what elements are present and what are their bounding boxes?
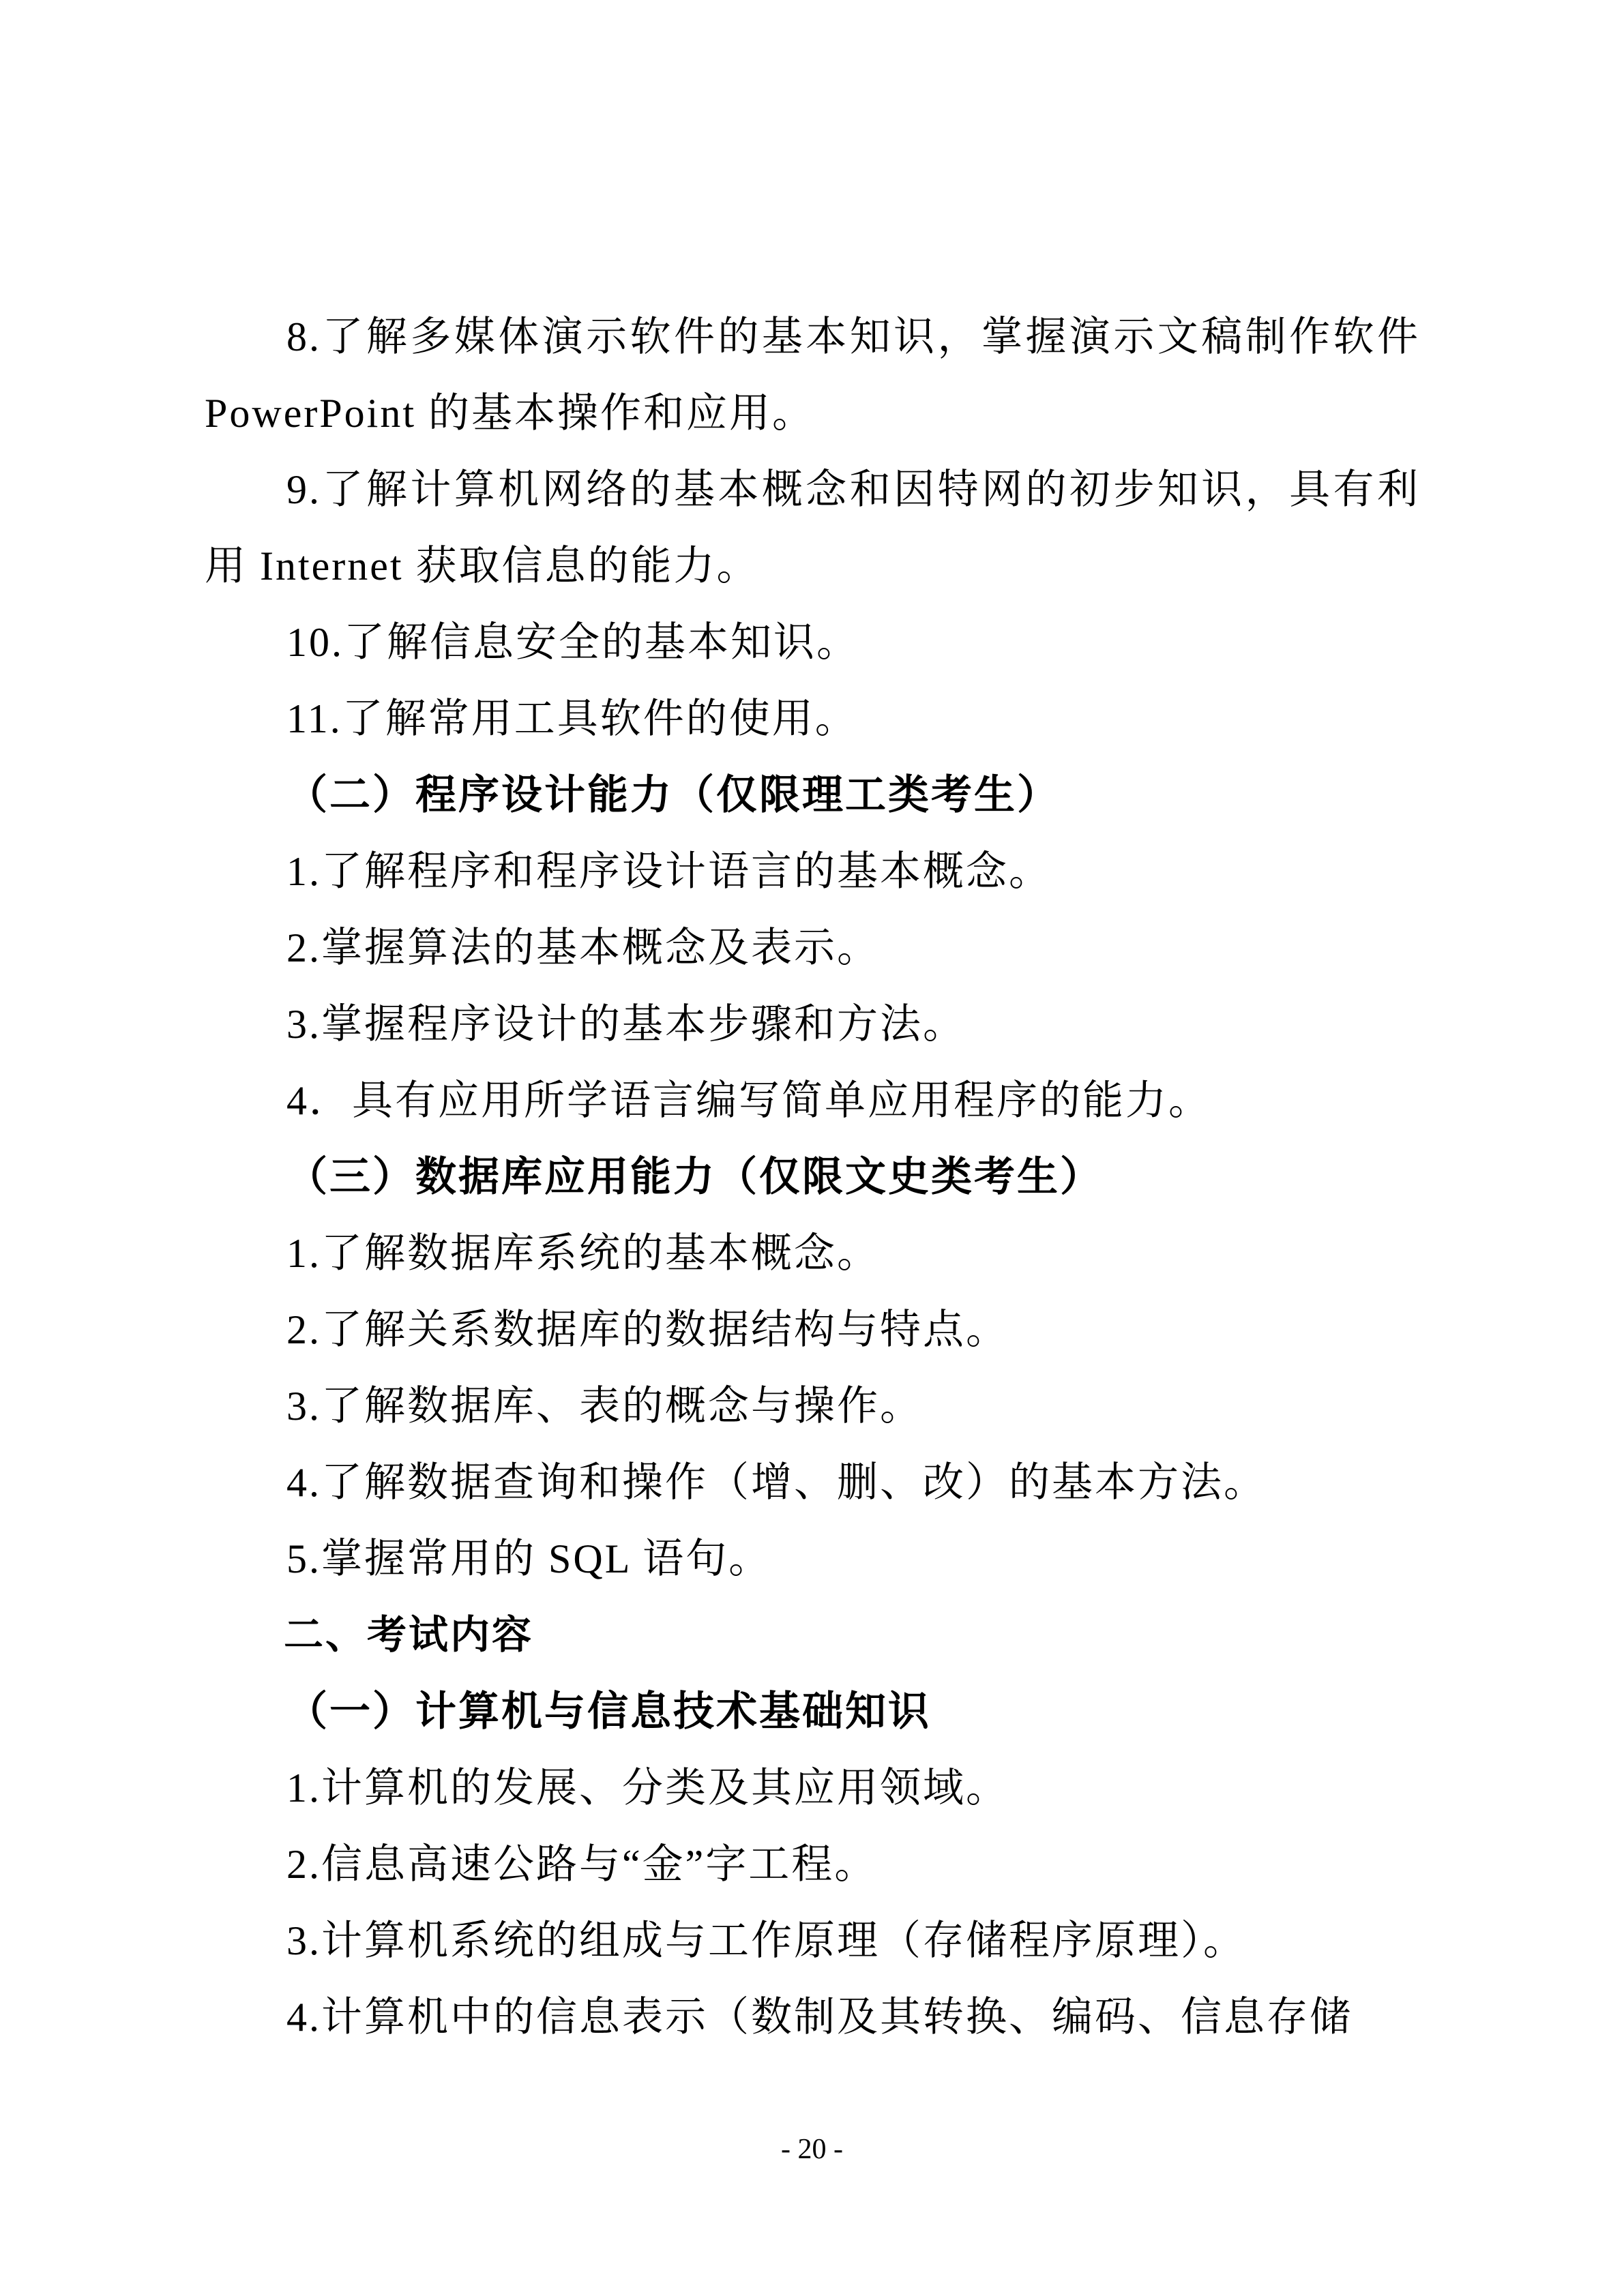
list-item-db-1: 1.了解数据库系统的基本概念。 [286,1231,880,1276]
chapter-heading-exam-content: 二、考试内容 [284,1613,534,1657]
list-item-prog-4: 4．具有应用所学语言编写简单应用程序的能力。 [286,1078,1211,1123]
document-body [205,299,1420,2055]
list-item-prog-1: 1.了解程序和程序设计语言的基本概念。 [286,849,1052,894]
list-item-it-4: 4.计算机中的信息表示（数制及其转换、编码、信息存储 [286,1995,1353,2040]
list-item-db-4: 4.了解数据查询和操作（增、删、改）的基本方法。 [286,1460,1267,1505]
list-item-db-5: 5.掌握常用的 SQL 语句。 [286,1536,772,1581]
list-item-it-3: 3.计算机系统的组成与工作原理（存储程序原理）。 [286,1918,1246,1963]
section-heading-database: （三）数据库应用能力（仅限文史类考生） [286,1154,1103,1199]
list-item-db-2: 2.了解关系数据库的数据结构与特点。 [286,1307,1009,1352]
list-item-8: 8.了解多媒体演示软件的基本知识，掌握演示文稿制作软件 PowerPoint 的基本操作和应用。 [205,314,1420,436]
list-item-10: 10.了解信息安全的基本知识。 [286,620,859,665]
list-item-db-3: 3.了解数据库、表的概念与操作。 [286,1384,923,1429]
list-item-11: 11.了解常用工具软件的使用。 [286,696,858,741]
section-heading-programming: （二）程序设计能力（仅限理工类考生） [286,773,1060,818]
list-item-9: 9.了解计算机网络的基本概念和因特网的初步知识，具有利用 Internet 获取信息的能力。 [205,467,1420,588]
list-item-prog-2: 2.掌握算法的基本概念及表示。 [286,925,880,970]
list-item-prog-3: 3.掌握程序设计的基本步骤和方法。 [286,1002,966,1047]
page-number: - 20 - [781,2134,843,2165]
section-heading-it-basics: （一）计算机与信息技术基础知识 [286,1689,931,1734]
list-item-it-1: 1.计算机的发展、分类及其应用领域。 [286,1765,1009,1810]
list-item-it-2: 2.信息高速公路与“金”字工程。 [286,1842,878,1887]
